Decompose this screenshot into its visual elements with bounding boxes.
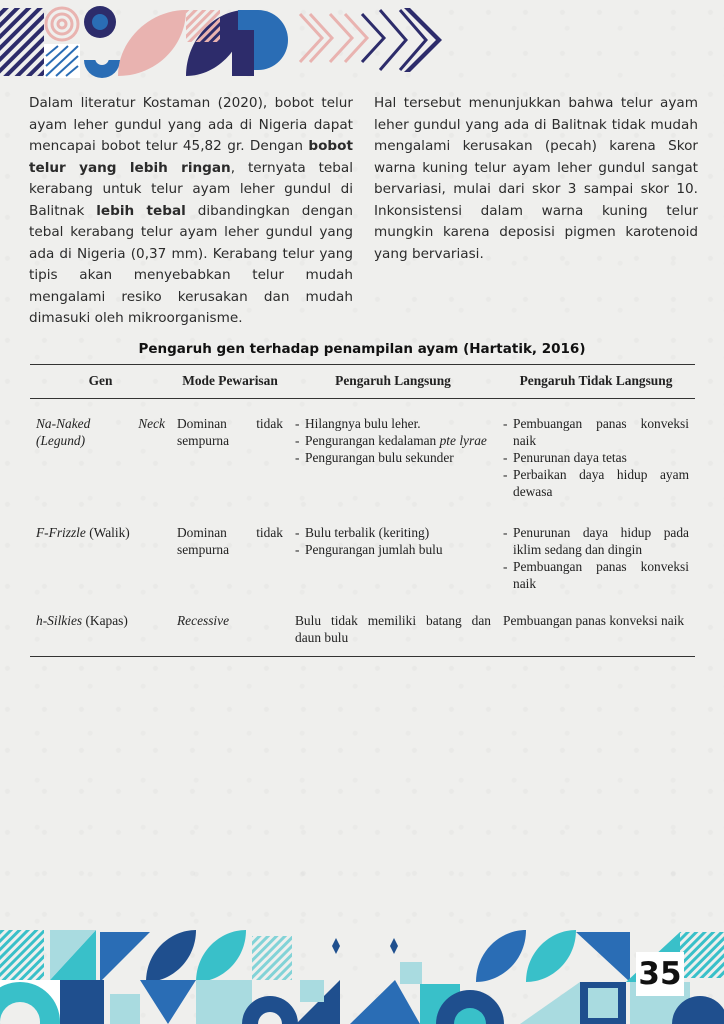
cell-gen xyxy=(30,506,171,598)
cell-direct xyxy=(289,506,497,598)
cell-gen xyxy=(30,399,171,507)
list-item: - Perbaikan daya hidup ayam dewasa xyxy=(503,466,689,500)
list-item: - Pengurangan bulu sekunder xyxy=(295,449,491,466)
gene-effect-table xyxy=(30,364,695,657)
left-column-text xyxy=(29,93,353,330)
list-item: - Bulu terbalik (keriting) xyxy=(295,524,491,541)
cell-indirect xyxy=(497,399,695,507)
list-item xyxy=(295,432,491,449)
cell-mode: Dominan tidak sempurna xyxy=(177,416,283,448)
right-column-text: Hal tersebut menunjukkan bahwa telur ayam leher gundul yang ada di Balitnak tidak mudah mengalami kerusakan (pecah) karena Skor warna kuning telur ayam leher gundul sangat bervariasi, mulai dari skor 3 sampai skor 10. Inkonsistensi dalam warna kuning telur mungkin karena deposisi pigmen karotenoid yang bervariasi. xyxy=(374,95,698,262)
header-decoration xyxy=(0,0,450,82)
cell-mode: Recessive xyxy=(171,598,289,657)
table-title: Pengaruh gen terhadap penampilan ayam (Hartatik, 2016) xyxy=(138,341,586,357)
bold-text: lebih tebal xyxy=(96,202,186,219)
bold-text: bobot telur yang lebih ringan xyxy=(29,138,353,176)
cell-indirect: Pembuangan panas konveksi naik xyxy=(497,598,695,657)
cell-direct: Bulu tidak memiliki batang dan daun bulu xyxy=(289,598,497,657)
cell-gen xyxy=(30,598,171,657)
text-segment: dibandingkan dengan tebal kerabang telur ayam leher gundul yang ada di Nigeria (0,37 mm). Kerabang telur yang tipis akan menyebabkan telur mudah mengalami resiko kerusakan dan mudah dimasuki oleh mikroorganisme. xyxy=(29,202,353,326)
page-number: 35 xyxy=(636,952,684,996)
list-item: - Pembuangan panas konveksi naik xyxy=(503,558,689,592)
table-header-row xyxy=(30,365,695,399)
cell-mode: Dominan tidak sempurna xyxy=(177,525,283,557)
gene-local-name: (Kapas) xyxy=(82,613,128,628)
gene-name: h-Silkies xyxy=(36,613,83,628)
gene-local-name: (Walik) xyxy=(85,525,130,540)
footer-decoration xyxy=(0,922,724,1024)
table-row xyxy=(30,506,695,598)
table-row xyxy=(30,598,695,657)
gene-name: F-Frizzle xyxy=(36,525,86,540)
gene-name: Na-Naked Neck (Legund) xyxy=(36,416,165,448)
header-mode: Mode Pewarisan xyxy=(171,365,289,399)
text-segment: Pengurangan kedalaman xyxy=(305,433,440,448)
list-item: - Pengurangan jumlah bulu xyxy=(295,541,491,558)
italic-term: pte lyrae xyxy=(439,433,487,448)
cell-direct xyxy=(289,399,497,507)
list-item: - Hilangnya bulu leher. xyxy=(295,415,491,432)
list-item: - Penurunan daya tetas xyxy=(503,449,689,466)
header-direct-effect: Pengaruh Langsung xyxy=(289,365,497,399)
table-row xyxy=(30,399,695,507)
text-segment: , ternyata tebal kerabang untuk telur ayam leher gundul di Balitnak xyxy=(29,159,353,219)
cell-indirect xyxy=(497,506,695,598)
header-gen: Gen xyxy=(30,365,171,399)
list-item: - Pembuangan panas konveksi naik xyxy=(503,415,689,449)
text-segment: Dalam literatur Kostaman (2020), bobot telur ayam leher gundul yang ada di Nigeria dapat mencapai bobot telur 45,82 gr. Dengan xyxy=(29,95,353,154)
header-indirect-effect: Pengaruh Tidak Langsung xyxy=(497,365,695,399)
list-item: - Penurunan daya hidup pada iklim sedang dan dingin xyxy=(503,524,689,558)
